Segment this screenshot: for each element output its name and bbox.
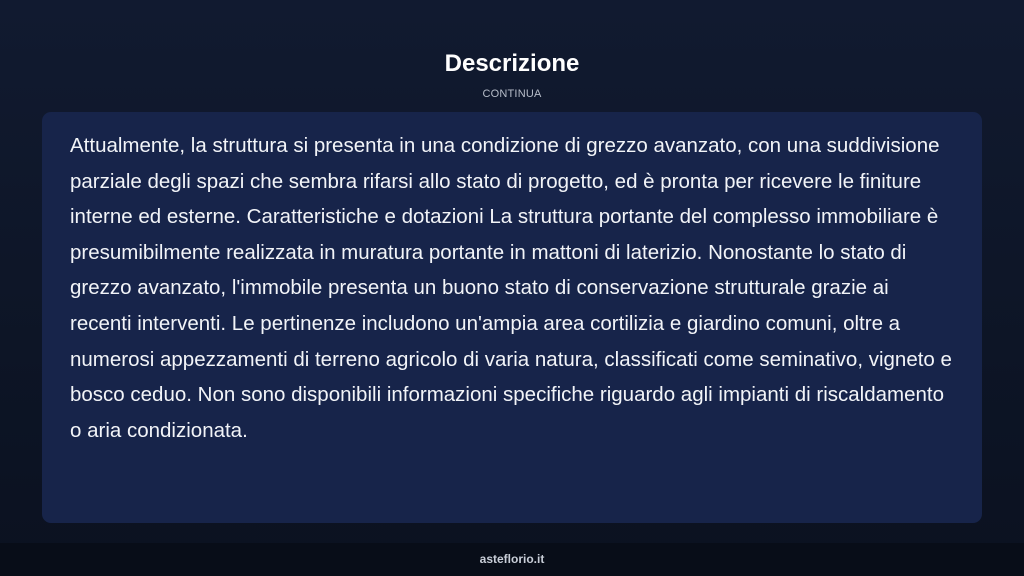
page-title: Descrizione <box>444 50 580 77</box>
footer-bar <box>0 543 1024 576</box>
description-card <box>42 112 982 523</box>
page-header <box>0 48 1024 101</box>
description-text: Attualmente, la struttura si presenta in una condizione di grezzo avanzato, con una suddivisione parziale degli spazi che sembra rifarsi allo stato di progetto, ed è pronta per ricevere le finiture interne ed esterne. Caratteristiche e dotazioni La struttura portante del complesso immobiliare è presumibilmente realizzata in muratura portante in mattoni di laterizio. Nonostante lo stato di grezzo avanzato, l'immobile presenta un buono stato di conservazione strutturale grazie ai recenti interventi. Le pertinenze includono un'ampia area cortilizia e giardino comuni, oltre a numerosi appezzamenti di terreno agricolo di varia natura, classificati come seminativo, vigneto e bosco ceduo. Non sono disponibili informazioni specifiche riguardo agli impianti di riscaldamento o aria condizionata. <box>70 134 952 442</box>
continue-link[interactable]: CONTINUA <box>482 88 542 100</box>
footer-site-label: asteflorio.it <box>479 552 545 566</box>
